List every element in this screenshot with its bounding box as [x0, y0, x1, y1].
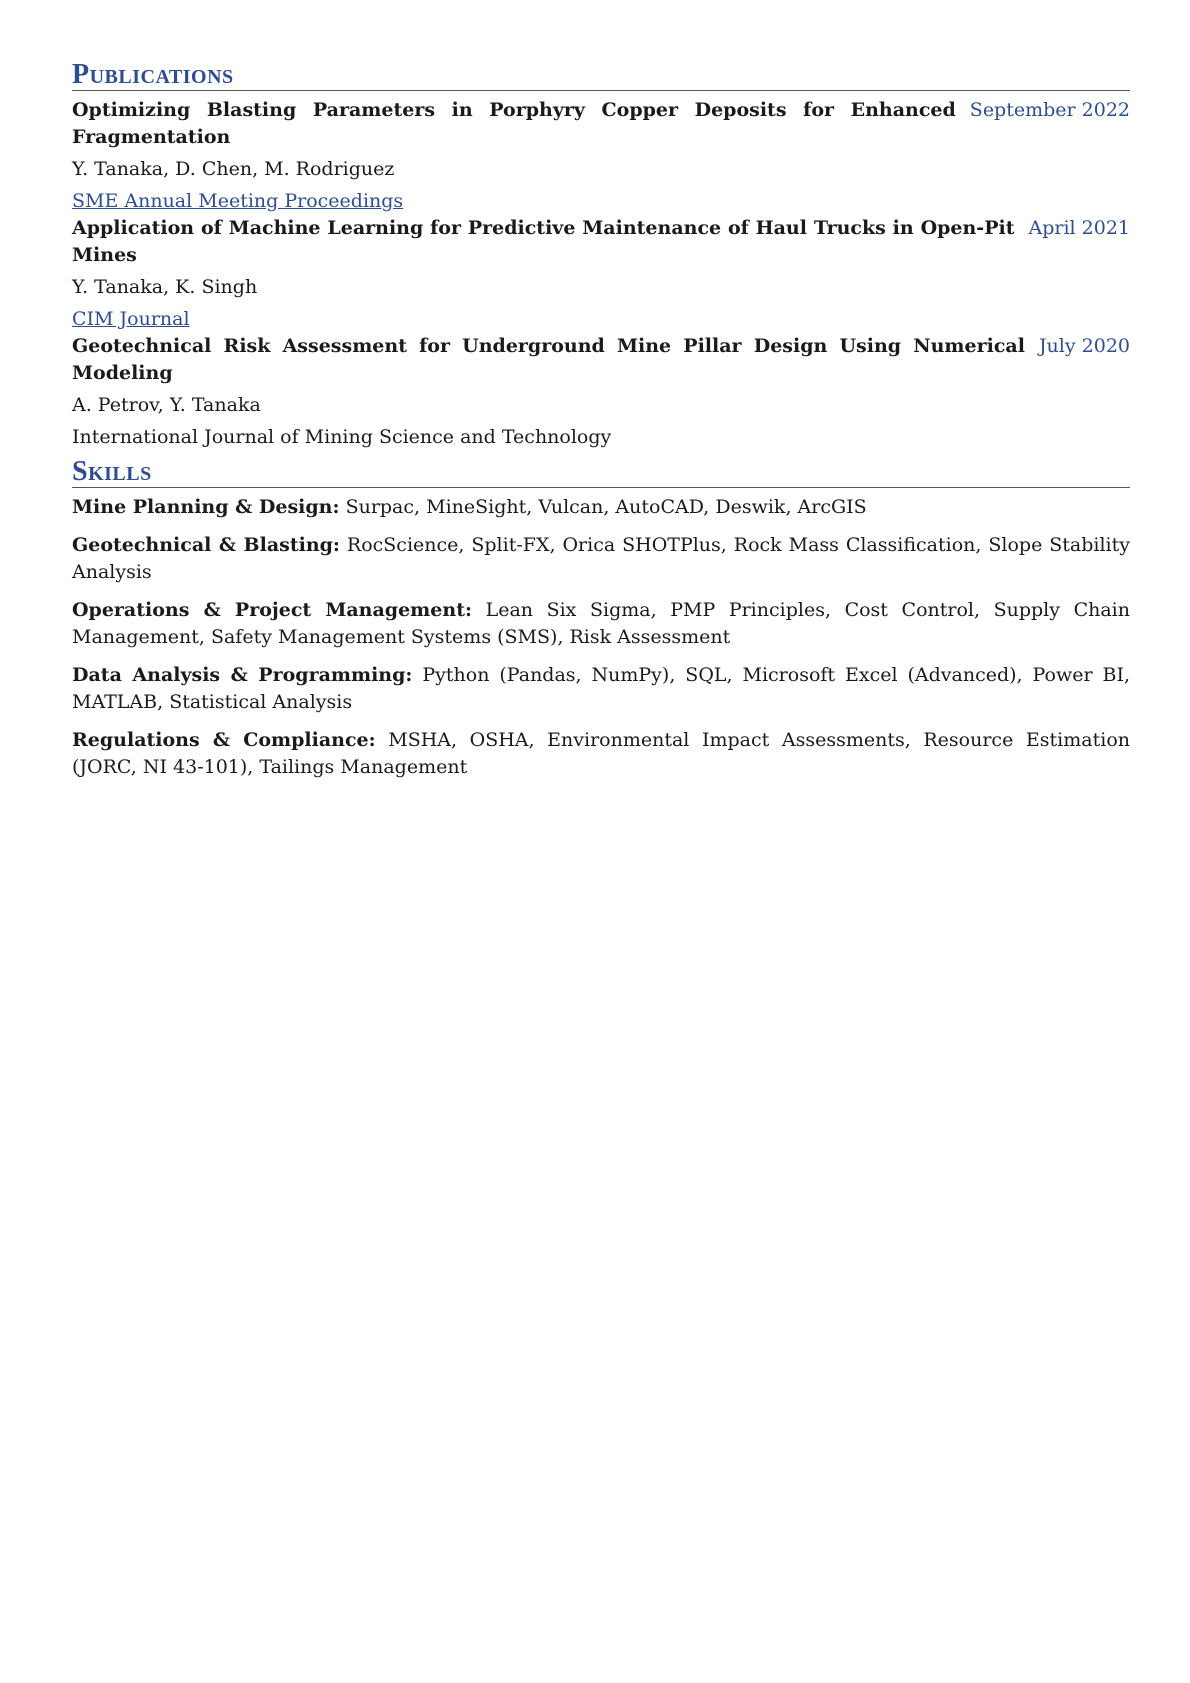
skill-row	[72, 727, 1130, 781]
publication-authors: Y. Tanaka, K. Singh	[72, 276, 258, 298]
skill-label: Regulations & Compliance:	[72, 729, 376, 751]
skills-list	[72, 494, 1130, 781]
publication-authors: A. Petrov, Y. Tanaka	[72, 394, 261, 416]
publication-authors: Y. Tanaka, D. Chen, M. Rodriguez	[72, 158, 395, 180]
publication-item	[72, 333, 1130, 451]
skill-value: MSHA, OSHA, Environmental Impact Assessments, Resource Estimation (JORC, NI 43-101), Tailings Management	[72, 729, 1130, 778]
skill-label: Geotechnical & Blasting:	[72, 534, 340, 556]
skill-row	[72, 532, 1130, 586]
skill-row	[72, 494, 1130, 521]
skill-label: Data Analysis & Programming:	[72, 664, 413, 686]
skill-label: Operations & Project Management:	[72, 599, 472, 621]
publication-venue-link[interactable]: SME Annual Meeting Proceedings	[72, 190, 404, 212]
publication-title: Geotechnical Risk Assessment for Underground Mine Pillar Design Using Numerical Modeling	[72, 335, 1025, 384]
publication-venue: International Journal of Mining Science and Technology	[72, 426, 612, 448]
publication-date: April 2021	[1028, 217, 1130, 239]
publication-title: Optimizing Blasting Parameters in Porphyry Copper Deposits for Enhanced Fragmentation	[72, 99, 956, 148]
publication-date: July 2020	[1038, 335, 1130, 357]
skill-value: Surpac, MineSight, Vulcan, AutoCAD, Deswik, ArcGIS	[345, 496, 867, 518]
publications-heading: Publications	[72, 60, 1130, 91]
resume-page	[72, 60, 1130, 792]
skill-row	[72, 662, 1130, 716]
publication-title: Application of Machine Learning for Predictive Maintenance of Haul Trucks in Open-Pit Mines	[72, 217, 1015, 266]
skill-value: Python (Pandas, NumPy), SQL, Microsoft Excel (Advanced), Power BI, MATLAB, Statistical Analysis	[72, 664, 1130, 713]
skill-value: RocScience, Split-FX, Orica SHOTPlus, Rock Mass Classification, Slope Stability Analysis	[72, 534, 1130, 583]
skills-heading: Skills	[72, 457, 1130, 488]
skill-label: Mine Planning & Design:	[72, 496, 340, 518]
skill-value: Lean Six Sigma, PMP Principles, Cost Control, Supply Chain Management, Safety Management Systems (SMS), Risk Assessment	[72, 599, 1130, 648]
publication-item	[72, 215, 1130, 333]
skill-row	[72, 597, 1130, 651]
publication-item	[72, 97, 1130, 215]
publication-date: September 2022	[969, 99, 1130, 121]
publication-venue-link[interactable]: CIM Journal	[72, 308, 190, 330]
